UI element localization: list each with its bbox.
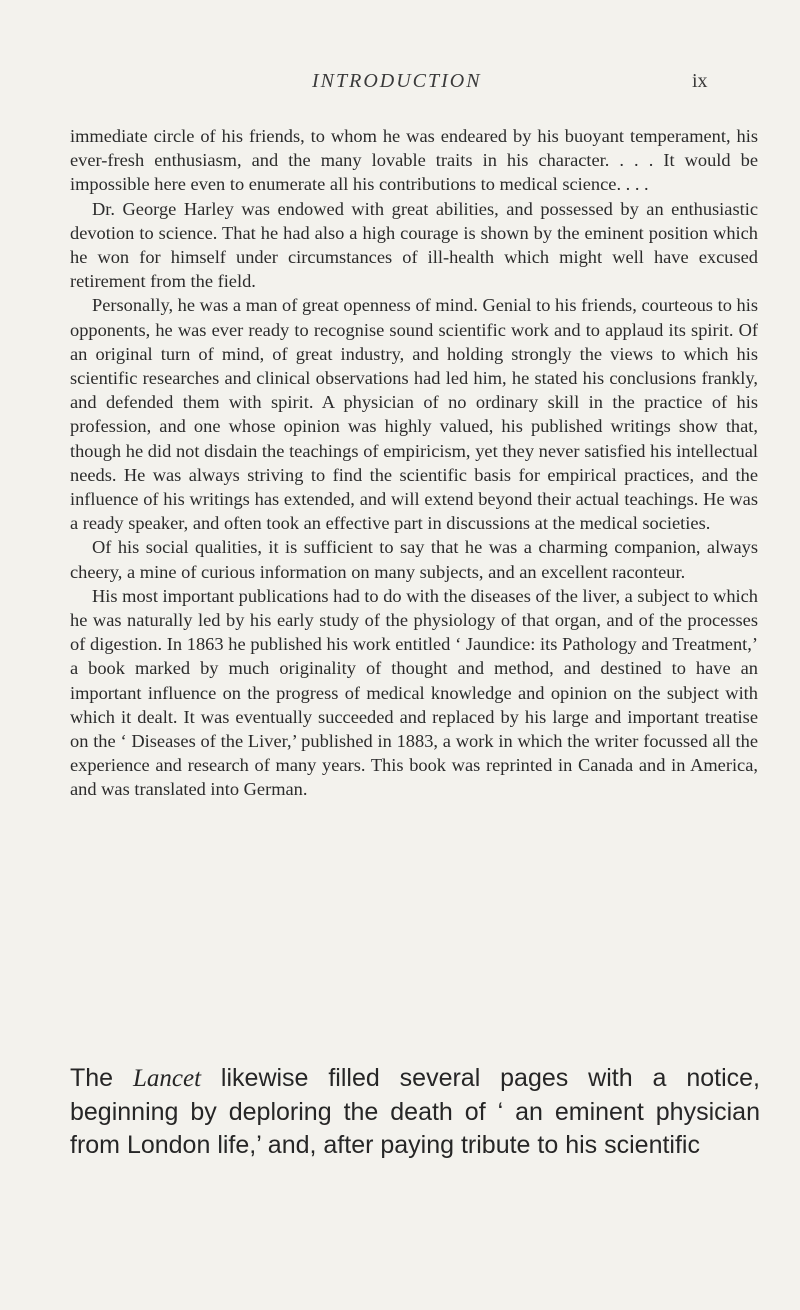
- body-text: [70, 124, 758, 802]
- running-title: INTRODUCTION: [312, 70, 482, 92]
- paragraph-continued: immediate circle of his friends, to whom he was endeared by his buoyant temperament, his ever-fresh enthusiasm, and the many lovable traits in his character. . . . It would be impossible here even to enumerate all his contributions to medical science. . . .: [70, 126, 758, 195]
- running-head: [0, 70, 800, 100]
- notice-paragraph: [70, 1062, 760, 1163]
- paragraph: Personally, he was a man of great openness of mind. Genial to his friends, courteous to his opponents, he was ever ready to recognise sound scientific work and to applaud its spirit. Of an original turn of mind, of great industry, and holding strongly the views to which his scientific researches and clinical observations had led him, he stated his conclusions frankly, and defended them with spirit. A physician of no ordinary skill in the practice of his profession, and one whose opinion was highly valued, his published writings show that, though he did not disdain the teachings of empiricism, yet they never satisfied his intellectual needs. He was always striving to find the scientific basis for empirical practices, and the influence of his writings has extended, and will extend beyond their actual teachings. He was a ready speaker, and often took an effective part in discussions at the medical societies.: [70, 295, 758, 534]
- paragraph: His most important publications had to do with the diseases of the liver, a subject to which he was naturally led by his early study of the physiology of that organ, and of the processes of digestion. In 1863 he published his work entitled ‘ Jaundice: its Pathology and Treatment,’ a book marked by much originality of thought and method, and destined to have an important influence on the progress of medical knowledge and opinion on the subject with which it dealt. It was eventually succeeded and replaced by his large and important treatise on the ‘ Diseases of the Liver,’ published in 1883, a work in which the writer focussed all the experience and research of many years. This book was reprinted in Canada and in America, and was translated into German.: [70, 585, 758, 800]
- journal-name: Lancet: [132, 1065, 202, 1092]
- page-number: ix: [692, 70, 708, 92]
- notice-part-1: The: [70, 1064, 133, 1092]
- notice-part-2: likewise filled several pages with a notice, beginning by deploring the death of ‘ an eminent physician from London life,’ and, after paying tribute to his scientific: [70, 1064, 760, 1159]
- notice-text: [70, 1062, 760, 1163]
- paragraph: Dr. George Harley was endowed with great abilities, and possessed by an enthusiastic devotion to science. That he had also a high courage is shown by the eminent position which he won for himself under circumstances of ill-health which might well have excused retirement from the field.: [70, 198, 758, 292]
- paragraph: Of his social qualities, it is sufficient to say that he was a charming companion, always cheery, a mine of curious information on many subjects, and an excellent raconteur.: [70, 537, 758, 582]
